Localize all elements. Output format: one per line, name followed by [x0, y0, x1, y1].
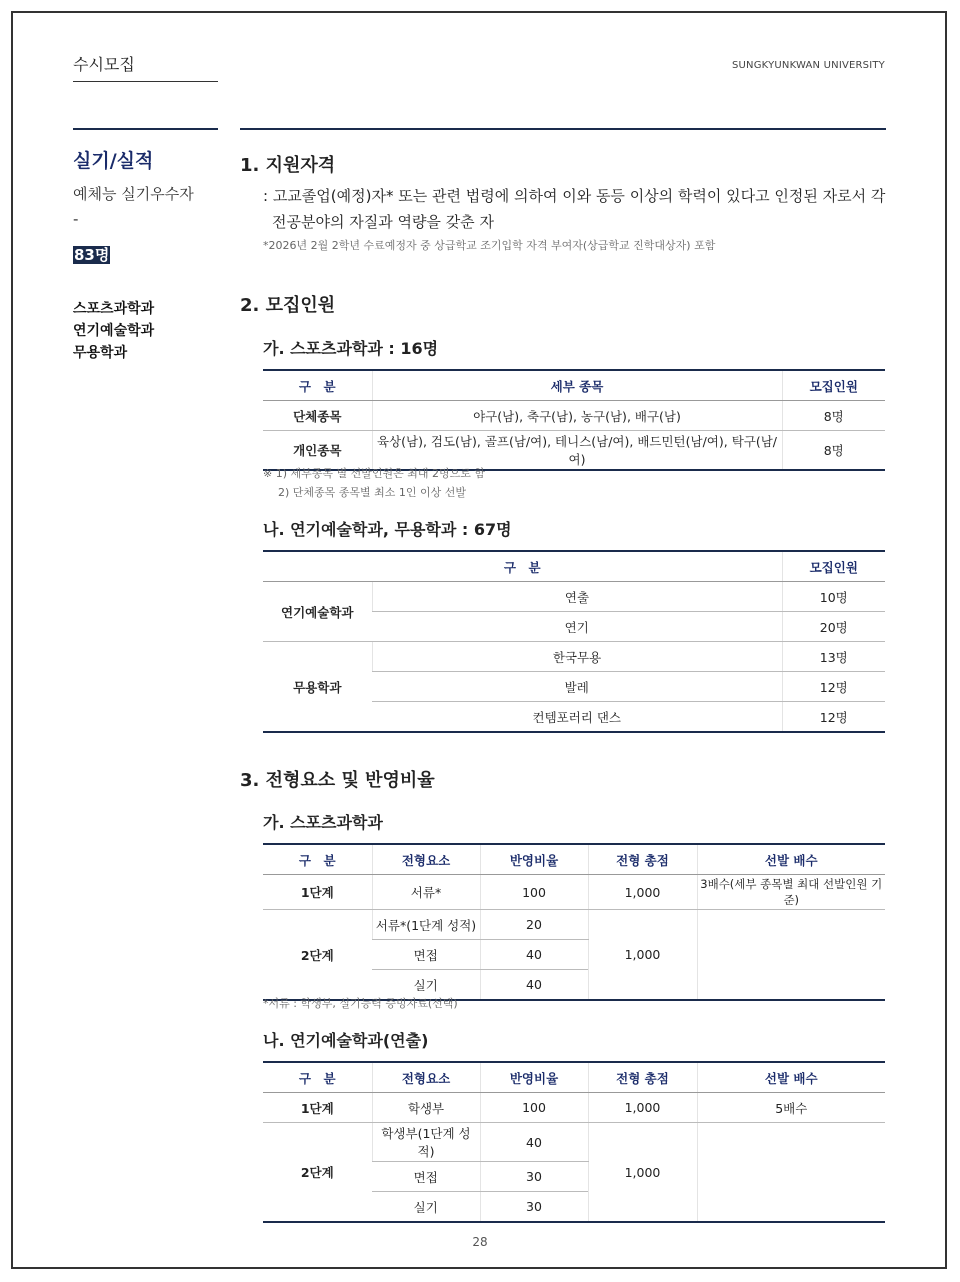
table-row	[263, 910, 885, 940]
cell: 학생부	[372, 1093, 480, 1123]
cell: 무용학과	[293, 679, 342, 695]
cell: 육상(남), 검도(남), 골프(남/여), 테니스(남/여), 배드민턴(남/여), 탁구(남/여)	[372, 431, 782, 471]
cell: 연기	[372, 612, 782, 642]
sports-quota-table	[263, 369, 885, 471]
cell: 20	[480, 910, 588, 940]
eligibility-note: *2026년 2월 2학년 수료예정자 중 상급학교 조기입학 자격 부여자(상급학교 진학대상자) 포함	[263, 239, 716, 252]
cell: 8명	[782, 401, 885, 431]
cell: 한국무용	[372, 642, 782, 672]
cell	[697, 1123, 885, 1223]
university-name: SUNGKYUNKWAN UNIVERSITY	[731, 60, 885, 71]
cell: 40	[480, 1123, 588, 1162]
divider	[240, 128, 886, 130]
cell: 1,000	[588, 910, 697, 1001]
note-line: 2) 단체종목 종목별 최소 1인 이상 선발	[278, 486, 467, 499]
cell: 연기예술학과	[263, 582, 372, 642]
col-header: 구 분	[263, 370, 372, 401]
col-header: 반영비율	[480, 1062, 588, 1093]
cell: 12명	[782, 672, 885, 702]
eligibility-line: 전공분야의 자질과 역량을 갖춘 자	[272, 213, 494, 231]
section-1-title: 1. 지원자격	[240, 155, 336, 176]
col-header: 전형 총점	[588, 1062, 697, 1093]
subsection-title: 가. 스포츠과학과 : 16명	[263, 339, 439, 358]
cell	[697, 910, 885, 1001]
section-label: 수시모집	[73, 52, 218, 82]
cell: 발레	[372, 672, 782, 702]
cell: 13명	[782, 642, 885, 672]
col-header: 구 분	[263, 551, 782, 582]
col-header: 선발 배수	[697, 844, 885, 875]
col-header: 전형 총점	[588, 844, 697, 875]
cell: 실기	[413, 977, 438, 993]
subsection-title: 나. 연기예술학과, 무용학과 : 67명	[263, 520, 512, 539]
cell: 컨템포러리 댄스	[532, 709, 621, 725]
cell: 야구(남), 축구(남), 농구(남), 배구(남)	[372, 401, 782, 431]
subsection-title: 나. 연기예술학과(연출)	[263, 1031, 429, 1050]
cell: 8명	[782, 431, 885, 471]
col-header: 선발 배수	[697, 1062, 885, 1093]
sidebar-count: 83명	[74, 246, 110, 264]
table-row	[263, 1093, 885, 1123]
cell: 40	[480, 970, 588, 1001]
col-header: 모집인원	[782, 370, 885, 401]
col-header: 반영비율	[480, 844, 588, 875]
cell: 20명	[782, 612, 885, 642]
department: 스포츠과학과	[73, 301, 155, 317]
cell: 5배수	[697, 1093, 885, 1123]
cell: 2단계	[300, 1165, 334, 1180]
cell: 10명	[782, 582, 885, 612]
cell: 2단계	[300, 947, 334, 963]
col-header: 모집인원	[782, 551, 885, 582]
col-header: 구 분	[263, 1062, 372, 1093]
cell: 1,000	[588, 1123, 697, 1223]
cell: 학생부(1단계 성적)	[372, 1123, 480, 1162]
cell: 1,000	[588, 875, 697, 910]
page-number: 28	[472, 1235, 488, 1249]
documents-note: *서류 : 학생부, 실기능력 증빙자료(선택)	[263, 997, 458, 1010]
col-header: 구 분	[263, 844, 372, 875]
table-row	[263, 1123, 885, 1162]
cell: 12명	[782, 702, 885, 733]
table-row	[263, 401, 885, 431]
section-3-title: 3. 전형요소 및 반영비율	[240, 770, 435, 791]
cell: 서류*(1단계 성적)	[372, 910, 480, 940]
cell: 면접	[372, 940, 480, 970]
cell: 서류*	[372, 875, 480, 910]
sidebar-title: 실기/실적	[73, 150, 154, 172]
section-2-title: 2. 모집인원	[240, 295, 336, 316]
cell: 30	[480, 1162, 588, 1192]
col-header: 세부 종목	[372, 370, 782, 401]
note-line: ※ 1) 세부종목 별 선발인원은 최대 2명으로 함	[263, 467, 485, 480]
subsection-title: 가. 스포츠과학과	[263, 813, 383, 832]
quota-notes	[263, 464, 485, 502]
cell: 1,000	[588, 1093, 697, 1123]
cell: 실기	[413, 1199, 438, 1215]
eligibility-text	[263, 183, 885, 235]
directing-evaluation-table	[263, 1061, 885, 1223]
table-row	[263, 582, 885, 612]
cell: 연출	[372, 582, 782, 612]
sidebar-dash: -	[73, 210, 79, 228]
cell: 1단계	[263, 875, 372, 910]
department: 무용학과	[73, 345, 128, 361]
cell: 30	[480, 1192, 588, 1223]
department: 연기예술학과	[73, 323, 155, 339]
cell: 100	[480, 1093, 588, 1123]
eligibility-line: : 고교졸업(예정)자* 또는 관련 법령에 의하여 이와 동등 이상의 학력이 있다고 인정된 자로서 각	[263, 187, 886, 205]
sidebar-departments	[73, 298, 154, 364]
table-row	[263, 642, 885, 672]
cell: 100	[480, 875, 588, 910]
cell: 면접	[372, 1162, 480, 1192]
cell: 개인종목	[293, 443, 342, 458]
cell: 3배수(세부 종목별 최대 선발인원 기준)	[697, 875, 885, 910]
col-header: 전형요소	[372, 844, 480, 875]
cell: 40	[480, 940, 588, 970]
cell: 단체종목	[263, 401, 372, 431]
divider	[73, 128, 218, 130]
table-row	[263, 875, 885, 910]
sports-evaluation-table	[263, 843, 885, 1001]
cell: 1단계	[263, 1093, 372, 1123]
arts-quota-table	[263, 550, 885, 733]
col-header: 전형요소	[372, 1062, 480, 1093]
sidebar-subtitle: 예체능 실기우수자	[73, 185, 194, 203]
